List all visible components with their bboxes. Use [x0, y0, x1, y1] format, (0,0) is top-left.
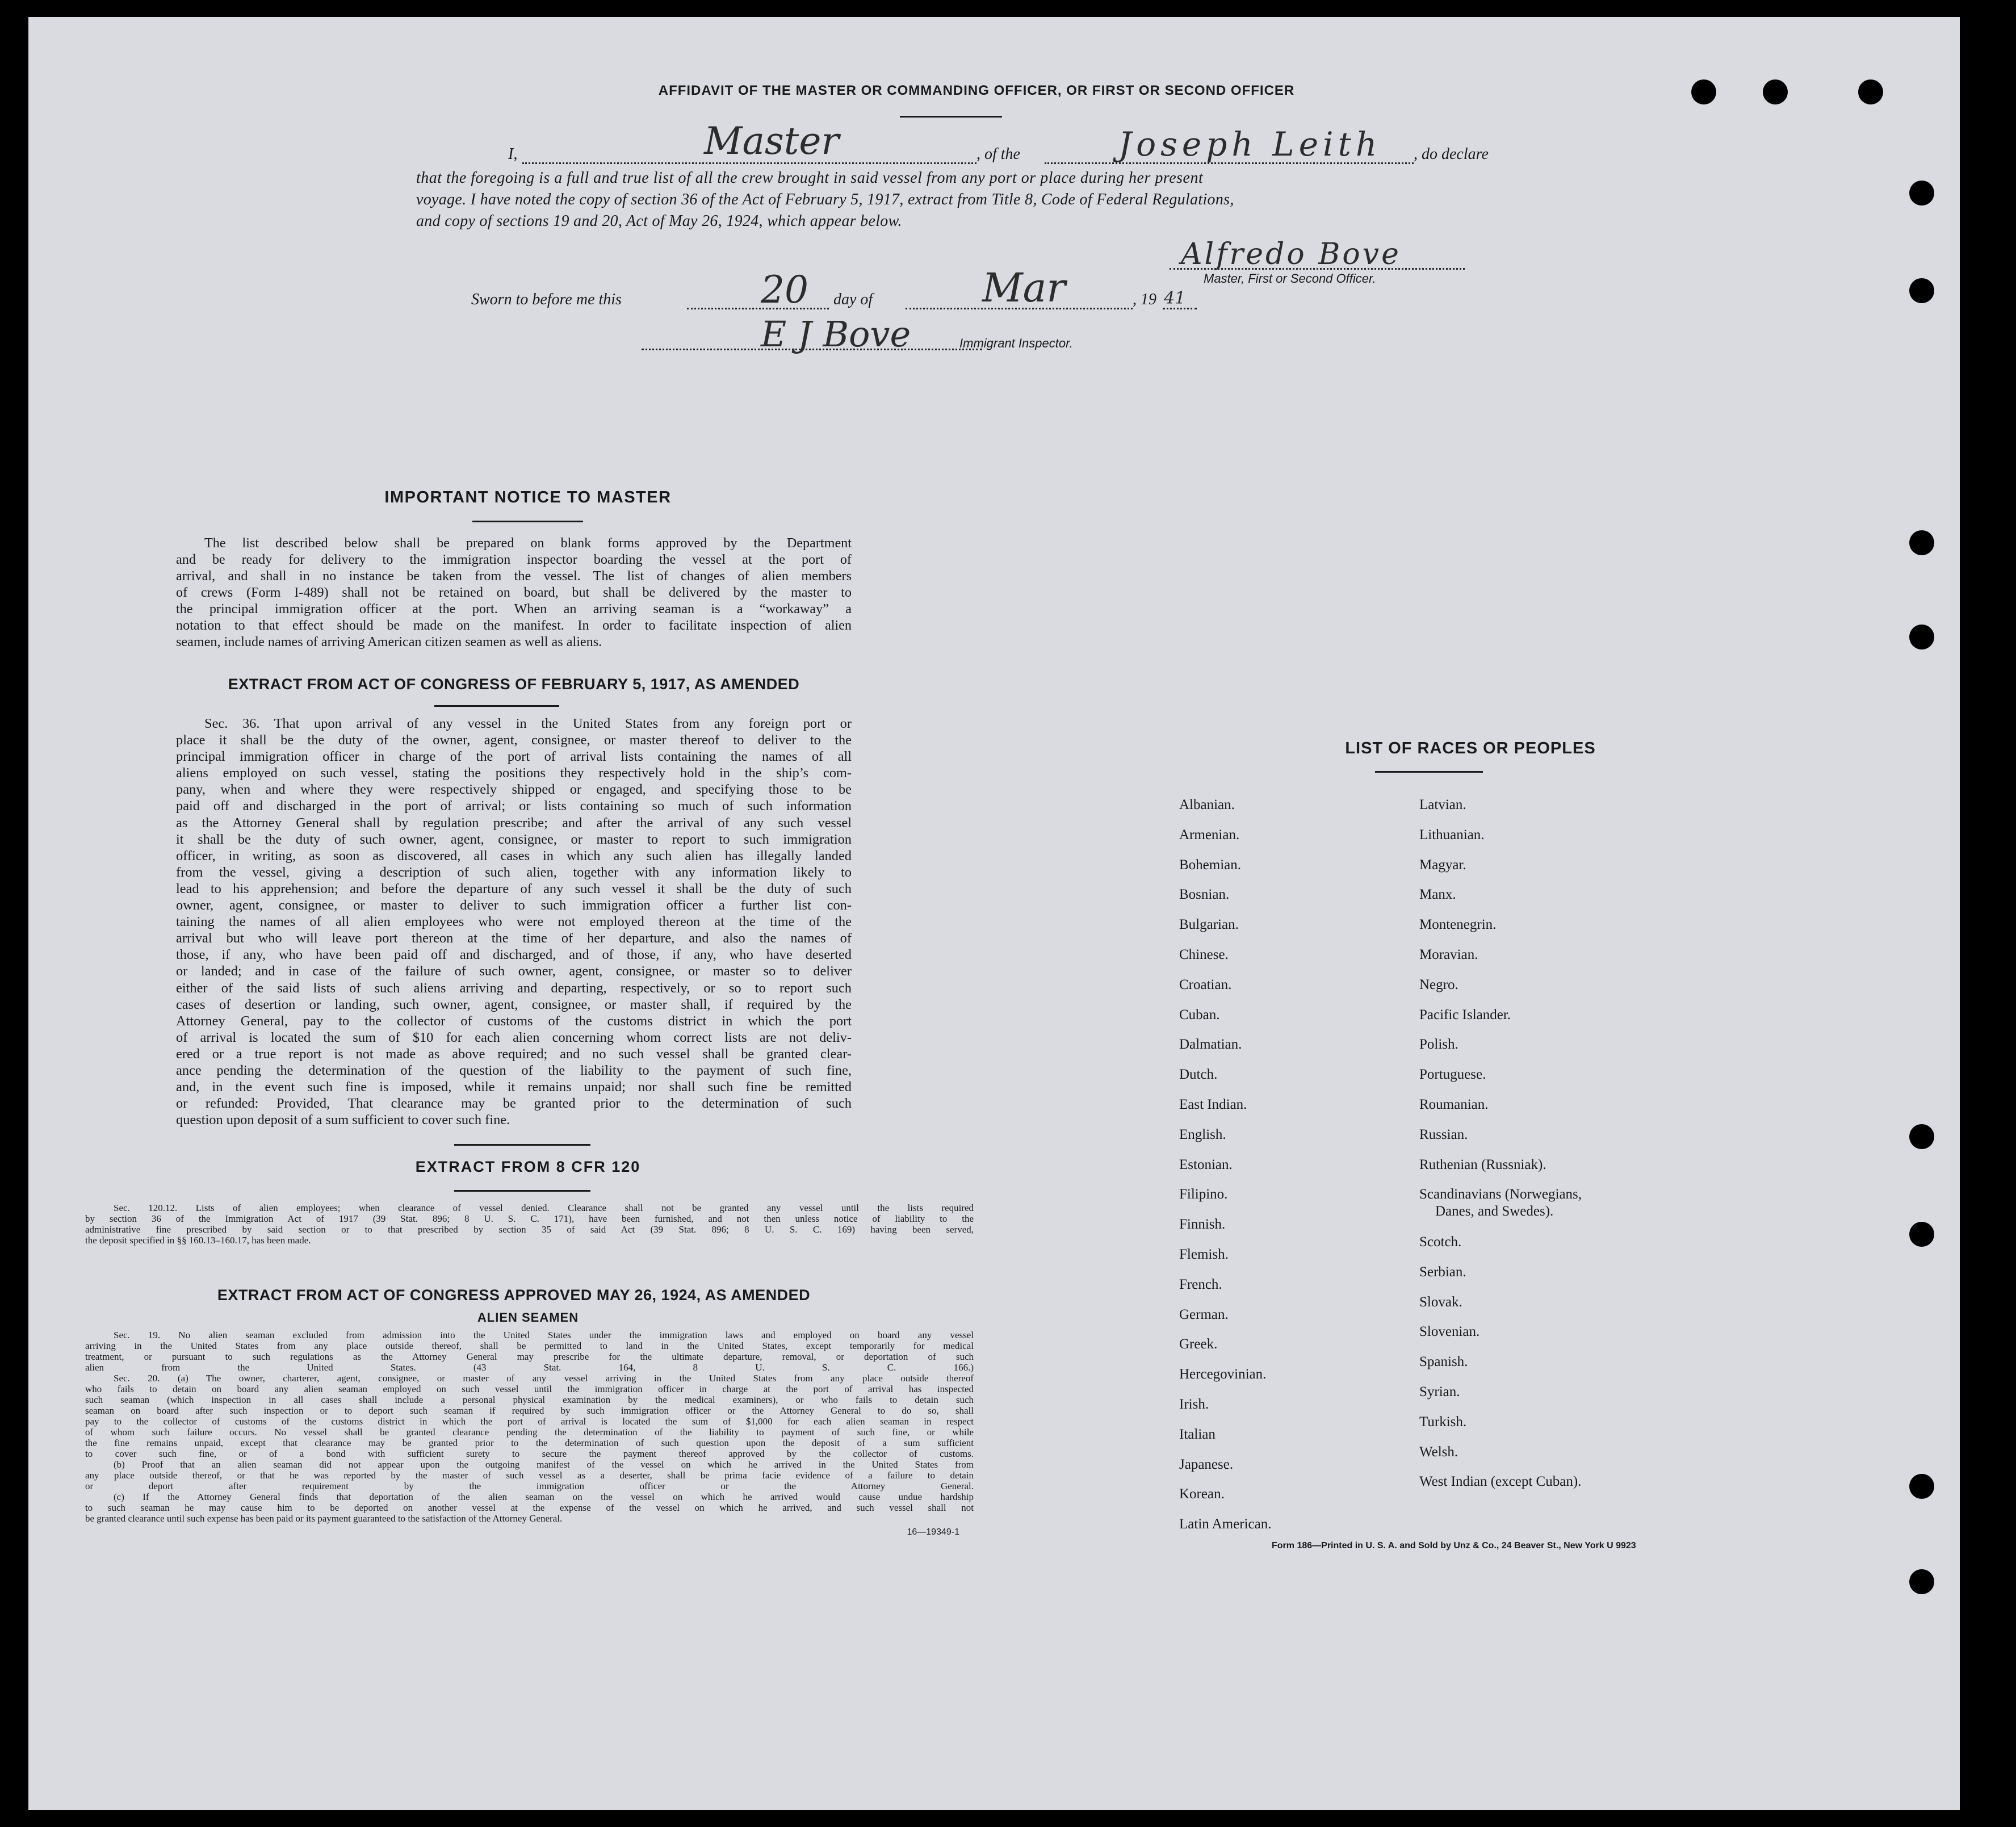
divider	[434, 705, 559, 707]
races-title: LIST OF RACES OR PEOPLES	[1345, 739, 1596, 757]
punch-hole	[1909, 181, 1934, 206]
affidavit-line-3: voyage. I have noted the copy of section 36 of the Act of February 5, 1917, extract from Title 8, Code of Federal Regulations,	[416, 191, 1234, 208]
text-line: of whom such failure occurs. No vessel shall be granted clearance pending the determination of the liability to payment of such fine, or while	[85, 1427, 974, 1438]
text-line: pay to the collector of customs of the customs district in which the port of arrival is located the sum of $1,000 for each alien seaman in respect	[85, 1416, 974, 1427]
race-item: Bulgarian.	[1179, 917, 1239, 933]
race-item: Syrian.	[1419, 1384, 1460, 1399]
race-item: Dutch.	[1179, 1067, 1218, 1083]
text-line: and be ready for delivery to the immigration inspector boarding the vessel at the port of	[176, 552, 852, 567]
text-line: administrative fine prescribed by said section or to that prescribed by section 35 of said Act (39 Stat. 896; 8 U. S. C. 169) having been served,	[85, 1224, 974, 1235]
text-line: as the Attorney General shall by regulation prescribe; and after the arrival of any such vessel	[176, 815, 852, 831]
race-item: Polish.	[1419, 1037, 1458, 1053]
race-item: Moravian.	[1419, 947, 1478, 962]
race-item: Lithuanian.	[1419, 827, 1485, 843]
race-item: Portuguese.	[1419, 1067, 1486, 1083]
text-line: paid off and discharged in the port of arrival; or lists containing so much of such information	[176, 798, 852, 814]
race-item: French.	[1179, 1276, 1222, 1292]
text-line: by section 36 of the Immigration Act of 1917 (39 Stat. 896; 8 U. S. C. 171), have been furnished, and not then unless notice of liability to the	[85, 1213, 974, 1224]
of-the-label: , of the	[976, 145, 1020, 163]
race-item: Croatian.	[1179, 977, 1232, 992]
race-item: Filipino.	[1179, 1187, 1228, 1202]
text-line: or refunded: Provided, That clearance may be granted prior to the determination of such	[176, 1096, 852, 1112]
race-item: Turkish.	[1419, 1414, 1467, 1430]
race-item: Korean.	[1179, 1486, 1225, 1502]
text-line: of arrival is located the sum of $10 for each alien concerning whom correct lists are not deliv-	[176, 1029, 852, 1045]
race-item: Italian	[1179, 1426, 1216, 1442]
text-line: lead to his apprehension; and before the departure of any such vessel it shall be the duty of such	[176, 881, 852, 896]
text-line: or deport after requirement by the immigration officer or the Attorney General.	[85, 1481, 974, 1491]
text-line: pany, when and where they were respectively shipped or engaged, and specifying those to be	[176, 782, 852, 798]
race-item: East Indian.	[1179, 1097, 1247, 1112]
text-line: those, if any, who have been paid off and discharged, and of those, if any, who have deserted	[176, 947, 852, 963]
text-line: the deposit specified in §§ 160.13–160.17, has been made.	[85, 1235, 311, 1246]
handwritten-year: 41	[1164, 288, 1186, 308]
race-item: Irish.	[1179, 1397, 1209, 1412]
race-item: Hercegovinian.	[1179, 1367, 1267, 1382]
punch-hole	[1909, 530, 1934, 555]
text-line: owner, agent, consignee, or master to deliver to such immigration officer a further list con-	[176, 898, 852, 914]
punch-hole	[1909, 1569, 1934, 1594]
text-line: ered or a true report is not made as above required; and no such vessel shall be granted clear-	[176, 1046, 852, 1062]
divider	[454, 1190, 590, 1192]
text-line: arriving in the United States from any place outside thereof, shall be permitted to land in the United States, except temporarily for medical	[85, 1340, 974, 1351]
text-line: alien from the United States. (43 Stat. 164, 8 U. S. C. 166.)	[85, 1362, 974, 1373]
text-line: seamen, include names of arriving American citizen seamen as well as aliens.	[176, 634, 602, 649]
extract-1924-title: EXTRACT FROM ACT OF CONGRESS APPROVED MAY 26, 1924, AS AMENDED	[217, 1287, 811, 1304]
punch-hole	[1909, 1474, 1934, 1499]
race-item: Armenian.	[1179, 827, 1240, 843]
race-item: Serbian.	[1419, 1264, 1466, 1280]
form-printer-line: Form 186—Printed in U. S. A. and Sold by Unz & Co., 24 Beaver St., New York U 9923	[1272, 1541, 1636, 1551]
alien-seamen-subtitle: ALIEN SEAMEN	[477, 1310, 579, 1325]
text-line: treatment, or pursuant to such regulations as the Attorney General may prescribe for the ultimate departure, removal, or deportation of such	[85, 1351, 974, 1362]
race-item: Dalmatian.	[1179, 1037, 1242, 1053]
punch-hole	[1858, 79, 1883, 104]
race-item: Ruthenian (Russniak).	[1419, 1156, 1546, 1172]
text-line: officer, in writing, as soon as discovered, all cases in which any such alien has illegally landed	[176, 848, 852, 864]
text-line: Sec. 36. That upon arrival of any vessel in the United States from any foreign port or	[204, 716, 852, 731]
race-item: Danes, and Swedes).	[1435, 1204, 1554, 1220]
text-line: from the vessel, giving a description of such alien, together with any information likely to	[176, 864, 852, 880]
text-line: who fails to detain on board any alien seaman employed on such vessel until the immigration officer in charge at the port of arrival has inspected	[85, 1384, 974, 1394]
race-item: Russian.	[1419, 1126, 1468, 1142]
text-line: place it shall be the duty of the owner, agent, consignee, or master thereof to deliver to the	[176, 732, 852, 748]
text-line: notation to that effect should be made on the manifest. In order to facilitate inspection of alien	[176, 618, 852, 633]
text-line: arrival but who will leave port thereon at the time of her departure, and also the names of	[176, 931, 852, 946]
race-item: Negro.	[1419, 977, 1458, 992]
cfr-text	[85, 1202, 974, 1246]
handwritten-rank: Master	[704, 119, 839, 163]
race-item: Latvian.	[1419, 797, 1466, 812]
text-line: it shall be the duty of such owner, agent, consignee, or master to report to such immigration	[176, 831, 852, 847]
race-item: Finnish.	[1179, 1217, 1226, 1233]
text-line: taining the names of all alien employees who were not employed thereon at the time of the	[176, 914, 852, 930]
text-line: to cover such fine, or of a bond with sufficient surety to secure the payment thereof approved by the collector of customs.	[85, 1448, 974, 1459]
race-item: Magyar.	[1419, 857, 1466, 873]
race-item: Slovak.	[1419, 1294, 1462, 1310]
text-line: of crews (Form I-489) shall not be retained on board, but shall be delivered by the master to	[176, 585, 852, 600]
handwritten-inspector: E J Bove	[761, 313, 911, 355]
divider	[1375, 771, 1483, 773]
race-item: Bohemian.	[1179, 857, 1242, 873]
extract-1917-title: EXTRACT FROM ACT OF CONGRESS OF FEBRUARY 5, 1917, AS AMENDED	[228, 676, 800, 693]
race-item: Scandinavians (Norwegians,	[1419, 1187, 1582, 1202]
text-line: (b) Proof that an alien seaman did not appear upon the outgoing manifest of the vessel on which he arrived in the United States from	[114, 1459, 974, 1470]
race-item: Japanese.	[1179, 1456, 1234, 1472]
year-prefix: , 19	[1133, 291, 1156, 308]
text-line: any place outside thereof, or that he was reported by the master of such vessel as a deserter, shall be prima facie evidence of a failure to detain	[85, 1470, 974, 1481]
race-item: Montenegrin.	[1419, 917, 1497, 933]
text-line: the fine remains unpaid, except that clearance may be granted prior to the determination of such question upon the deposit of a sum sufficient	[85, 1438, 974, 1448]
punch-hole	[1909, 1124, 1934, 1149]
punch-hole	[1909, 1222, 1934, 1247]
notice-title: IMPORTANT NOTICE TO MASTER	[384, 488, 672, 506]
day-of-label: day of	[833, 291, 873, 308]
race-item: Chinese.	[1179, 947, 1229, 962]
affidavit-line-2: that the foregoing is a full and true list of all the crew brought in said vessel from any port or place during her present	[416, 169, 1204, 187]
race-item: Albanian.	[1179, 797, 1235, 812]
divider	[454, 1144, 590, 1146]
master-caption: Master, First or Second Officer.	[1204, 271, 1376, 286]
text-line: and, in the event such fine is imposed, while it remains unpaid; nor shall such fine be remitted	[176, 1079, 852, 1095]
punch-hole	[1909, 278, 1934, 303]
handwritten-vessel: Joseph Leith	[1118, 125, 1382, 164]
text-line: seaman on board after such inspection or to deport such seaman if required by such immigration officer or the Attorney General to do so, shall	[85, 1405, 974, 1416]
text-line: or landed; and in case of the failure of such owner, agent, consignee, or master so to deliver	[176, 963, 852, 979]
extract-1924-text	[85, 1330, 974, 1524]
race-item: Welsh.	[1419, 1444, 1458, 1460]
text-line: Sec. 19. No alien seaman excluded from admission into the United States under the immigration laws and employed on board any vessel	[114, 1330, 974, 1340]
divider	[900, 116, 1002, 118]
race-item: Pacific Islander.	[1419, 1007, 1511, 1023]
affidavit-title: AFFIDAVIT OF THE MASTER OR COMMANDING OFFICER, OR FIRST OR SECOND OFFICER	[658, 83, 1295, 98]
handwritten-day: 20	[761, 268, 808, 312]
race-item: Latin American.	[1179, 1516, 1272, 1532]
race-item: Slovenian.	[1419, 1324, 1480, 1340]
text-line: ance pending the determination of the question of the liability to the payment of such fine,	[176, 1062, 852, 1078]
text-line: either of the said lists of such aliens arriving and departing, respectively, or so to report such	[176, 980, 852, 996]
text-line: principal immigration officer in charge of the port of arrival lists containing the names of all	[176, 749, 852, 765]
inspector-caption: Immigrant Inspector.	[959, 336, 1073, 350]
punch-hole	[1763, 79, 1788, 104]
text-line: to such seaman he may cause him to be deported on another vessel at the expense of the vessel on which he arrived, and such vessel shall not	[85, 1502, 974, 1513]
punch-hole	[1909, 625, 1934, 649]
do-declare-label: , do declare	[1414, 145, 1489, 163]
race-item: Roumanian.	[1419, 1097, 1489, 1112]
race-item: Spanish.	[1419, 1354, 1468, 1370]
handwritten-month: Mar	[982, 265, 1066, 311]
race-item: Manx.	[1419, 887, 1456, 903]
handwritten-signature: Alfredo Bove	[1181, 237, 1401, 271]
text-line: Attorney General, pay to the collector of customs of the customs district in which the port	[176, 1013, 852, 1029]
race-item: Estonian.	[1179, 1156, 1233, 1172]
text-line: the principal immigration officer at the port. When an arriving seaman is a “workaway” a	[176, 601, 852, 617]
race-item: West Indian (except Cuban).	[1419, 1474, 1582, 1490]
text-line: Sec. 120.12. Lists of alien employees; when clearance of vessel denied. Clearance shall not be granted any vessel until the lists required	[114, 1202, 974, 1213]
race-item: Scotch.	[1419, 1234, 1462, 1250]
text-line: Sec. 20. (a) The owner, charterer, agent, consignee, or master of any vessel arriving in the United States from any place outside thereof	[114, 1373, 974, 1384]
race-item: English.	[1179, 1126, 1226, 1142]
text-line: (c) If the Attorney General finds that deportation of the alien seaman on the vessel on which he arrived would cause undue hardship	[114, 1491, 974, 1502]
text-line: The list described below shall be prepared on blank forms approved by the Department	[204, 535, 852, 551]
form-number: 16—19349-1	[907, 1527, 959, 1537]
notice-text	[176, 535, 852, 650]
text-line: arrival, and shall in no instance be taken from the vessel. The list of changes of alien members	[176, 568, 852, 584]
race-item: Cuban.	[1179, 1007, 1220, 1023]
text-line: aliens employed on such vessel, stating the positions they respectively hold in the ship’s com-	[176, 765, 852, 781]
text-line: be granted clearance until such expense has been paid or its payment guaranteed to the satisfaction of the Attorney General.	[85, 1513, 563, 1524]
punch-hole	[1691, 79, 1716, 104]
race-item: German.	[1179, 1306, 1229, 1322]
affidavit-line-4: and copy of sections 19 and 20, Act of May 26, 1924, which appear below.	[416, 212, 902, 230]
i-label: I,	[508, 145, 518, 163]
race-item: Bosnian.	[1179, 887, 1230, 903]
race-item: Flemish.	[1179, 1247, 1229, 1262]
text-line: such seaman (which inspection in all cases shall include a personal physical examination by the medical examiners), or who fails to detain such	[85, 1394, 974, 1405]
text-line: question upon deposit of a sum sufficient to cover such fine.	[176, 1112, 510, 1128]
sworn-label: Sworn to before me this	[471, 291, 622, 308]
document-page	[28, 17, 1960, 1810]
divider	[472, 521, 583, 522]
extract-1917-text	[176, 715, 852, 1128]
text-line: cases of desertion or landing, such owner, agent, consignee, or master shall, if required by the	[176, 996, 852, 1012]
race-item: Greek.	[1179, 1336, 1218, 1352]
cfr-title: EXTRACT FROM 8 CFR 120	[415, 1158, 641, 1175]
